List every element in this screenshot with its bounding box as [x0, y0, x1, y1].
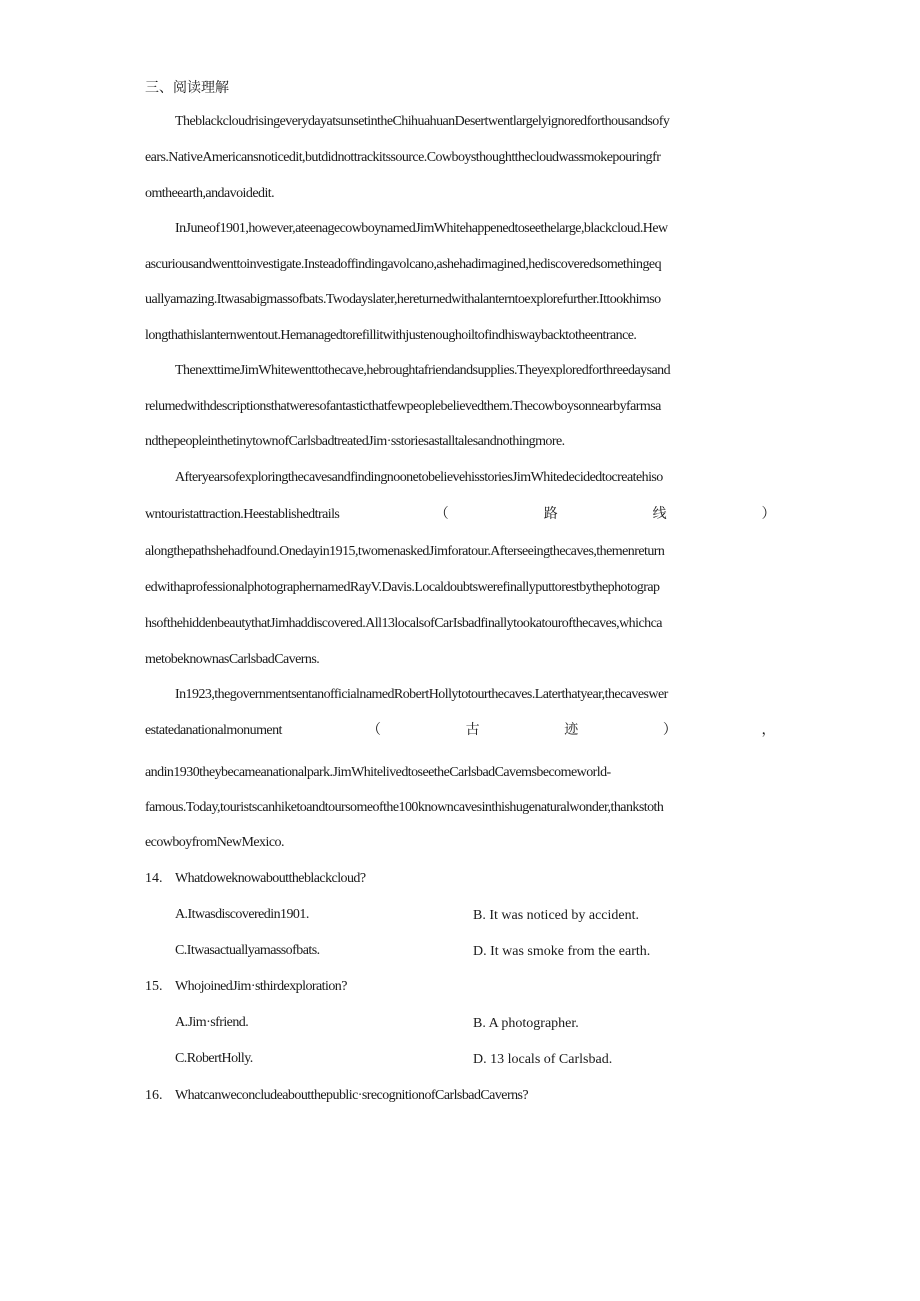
passage-line: alongthepathshehadfound.Onedayin1915,twomenaskedJimforatour.Afterseeingthecaves,themenreturn	[145, 544, 665, 559]
passage-line: famous.Today,touristscanhiketoandtoursomeofthe100knowncavesinthishugenaturalwonder,thankstoth	[145, 800, 664, 815]
gloss-char: 路	[543, 507, 558, 522]
passage-line: longthathislanternwentout.Hemanagedtorefillitwithjustenoughoiltofindhiswaybacktotheentrance.	[145, 328, 637, 343]
option-c[interactable]: C.Itwasactuallyamassofbats.	[175, 943, 320, 958]
passage-line-spread	[145, 505, 775, 525]
passage-line: In1923,thegovernmentsentanofficialnamedRobertHollytotourthecaves.Laterthatyear,thecaveswer	[175, 687, 668, 702]
passage-line: hsofthehiddenbeautythatJimhaddiscovered.All13localsofCarIsbadfinallytookatourofthecaves,whichca	[145, 616, 662, 631]
question-number: 16.	[145, 1088, 163, 1103]
question-number: 15.	[145, 979, 163, 994]
passage-line: relumedwithdescriptionsthatweresofantasticthatfewpeoplebelievedthem.Thecowboysonnearbyfarmsa	[145, 399, 661, 414]
passage-line: ndthepeopleinthetinytownofCarlsbadtreatedJim·sstoriesastalltalesandnothingmore.	[145, 434, 565, 449]
question-16	[145, 1086, 528, 1106]
passage-text: wntouristattraction.Heestablishedtrails	[145, 507, 340, 522]
passage-line: AfteryearsofexploringthecavesandfindingnoonetobelievehisstoriesJimWhitedecidedtocreatehiso	[175, 470, 663, 485]
passage-line: andin1930theybecameanationalpark.JimWhitelivedtoseetheCarlsbadCavemsbecomeworld-	[145, 765, 611, 780]
passage-text: estatedanationalmonument	[145, 723, 282, 738]
passage-line: metobeknownasCarlsbadCaverns.	[145, 652, 320, 667]
option-c[interactable]: C.RobertHolly.	[175, 1051, 253, 1066]
passage-line: ears.NativeAmericansnoticedit,butdidnottrackitssource.Cowboysthoughtthecloudwassmokepouringfr	[145, 150, 661, 165]
option-a[interactable]: A.Itwasdiscoveredin1901.	[175, 907, 309, 922]
passage-line: uallyamazing.Itwasabigmassofbats.Twodayslater,hereturnedwithalanterntoexplorefurther.Ittookhimso	[145, 292, 661, 307]
passage-line: ascuriousandwenttoinvestigate.Insteadoffindingavolcano,ashehadimagined,hediscoveredsomethingeq	[145, 257, 662, 272]
section-title: 三、阅读理解	[145, 80, 229, 96]
passage-line-spread	[145, 721, 775, 741]
passage-line: edwithaprofessionalphotographernamedRayV.Davis.Localdoubtswerefinallyputtorestbythephotograp	[145, 580, 660, 595]
gloss-char: 迹	[564, 723, 578, 738]
question-text: Whatdoweknowabouttheblackcloud?	[175, 871, 366, 886]
passage-line: TheblackcloudrisingeverydayatsunsetintheChihuahuanDesertwentlargelyignoredforthousandsofy	[175, 114, 670, 129]
bracket-open: （	[367, 723, 381, 738]
bracket-close: ）	[662, 723, 677, 738]
option-d[interactable]: D. 13 locals of Carlsbad.	[473, 1052, 613, 1067]
gloss-char: 古	[465, 723, 480, 738]
bracket-open: （	[434, 507, 449, 522]
question-text: WhojoinedJim·sthirdexploration?	[175, 979, 347, 994]
option-b[interactable]: B. It was noticed by accident.	[473, 908, 640, 923]
question-text: Whatcanweconcludeaboutthepublic·srecognitionofCarlsbadCaverns?	[175, 1088, 529, 1103]
gloss-char: 线	[652, 507, 667, 522]
option-b[interactable]: B. A photographer.	[473, 1016, 579, 1031]
question-14	[145, 869, 366, 889]
comma: ，	[761, 723, 775, 738]
passage-line: ecowboyfromNewMexico.	[145, 835, 284, 850]
passage-line: ThenexttimeJimWhitewenttothecave,hebroughtafriendandsupplies.Theyexploredforthreedaysand	[175, 363, 671, 378]
passage-line: omtheearth,andavoidedit.	[145, 186, 275, 201]
option-d[interactable]: D. It was smoke from the earth.	[473, 944, 651, 959]
question-15	[145, 977, 347, 997]
question-number: 14.	[145, 871, 163, 886]
passage-line: InJuneof1901,however,ateenagecowboynamedJimWhitehappenedtoseethelarge,blackcloud.Hew	[175, 221, 668, 236]
bracket-close: ）	[761, 507, 775, 522]
option-a[interactable]: A.Jim·sfriend.	[175, 1015, 249, 1030]
